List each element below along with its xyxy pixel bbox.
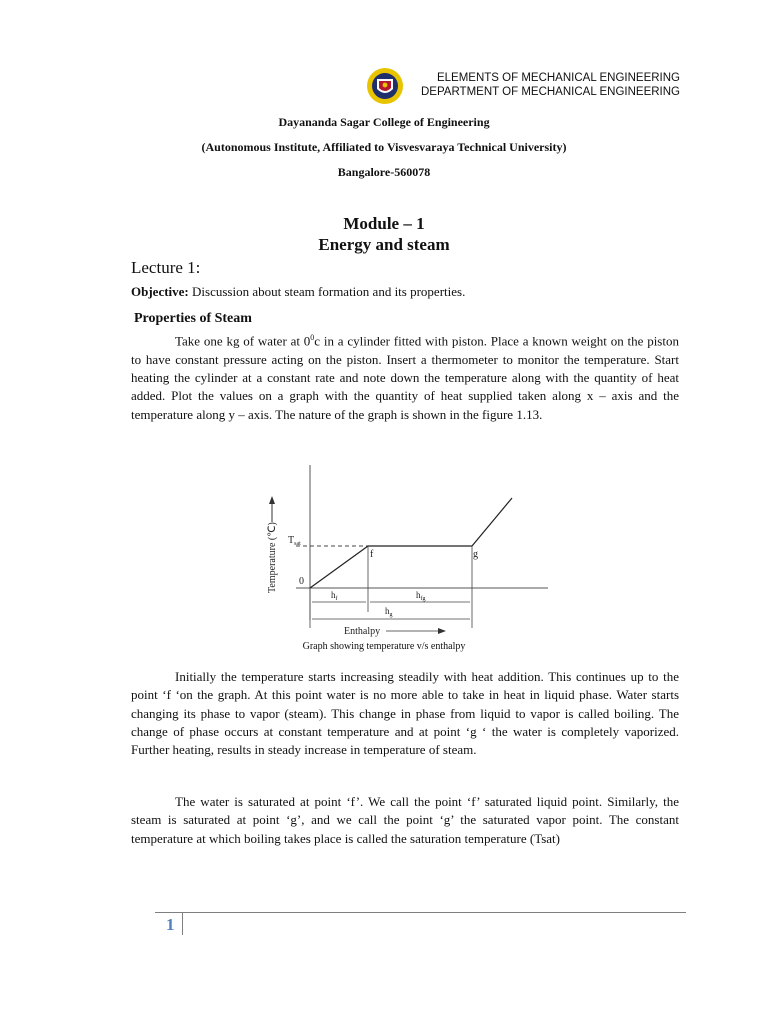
institution-affiliation: (Autonomous Institute, Affiliated to Visvesvaraya Technical University) bbox=[201, 140, 567, 154]
header-department: DEPARTMENT OF MECHANICAL ENGINEERING bbox=[421, 86, 680, 98]
objective-label: Objective: bbox=[131, 284, 189, 299]
footer-rule bbox=[155, 912, 686, 913]
module-number: Module – 1 bbox=[343, 214, 425, 233]
header-course: ELEMENTS OF MECHANICAL ENGINEERING bbox=[436, 72, 680, 84]
institution-name: Dayananda Sagar College of Engineering bbox=[278, 115, 490, 129]
x-axis-label: Enthalpy bbox=[344, 626, 381, 637]
paragraph-boiling: Initially the temperature starts increasing steadily with heat addition. This continues up to the point ‘f ‘on the graph. At this point water is no more able to take in heat in liquid phase. Water starts changing its phase to vapor (steam). This change in phase from liquid to vapor is called boiling. The change of phase occurs at constant temperature and at point ‘g ‘ the water is completely vaporized. Further heating, results in steady increase in temperature of steam. bbox=[131, 669, 679, 758]
footer-divider bbox=[182, 913, 183, 935]
figure-caption: Graph showing temperature v/s enthalpy bbox=[302, 641, 466, 652]
objective bbox=[131, 284, 465, 300]
paragraph-intro: Take one kg of water at $0^0c$ in a cylinder fitted with piston. Place a known weight on the piston to have constant pressure acting on the piston. Insert a thermometer to monitor the temperature. Start heating the cylinder at a constant rate and note down the temperature along with the quantity of heat added. Plot the values on a graph with the quantity of heat supplied taken along x – axis and the temperature along y – axis. The nature of the graph is shown in the figure 1.13. bbox=[131, 333, 679, 422]
page-number: 1 bbox=[166, 915, 175, 934]
tsat-label: $T_{sat}$ bbox=[288, 535, 301, 547]
hfg-label: $h_{fg}$ bbox=[416, 590, 426, 602]
x-arrow-icon bbox=[438, 628, 446, 634]
module-title: Energy and steam bbox=[318, 235, 450, 254]
institution-city: Bangalore-560078 bbox=[337, 165, 431, 179]
hg-label: $h_g$ bbox=[385, 606, 393, 618]
objective-text: Discussion about steam formation and its properties. bbox=[188, 284, 466, 299]
section-title: Properties of Steam bbox=[134, 311, 252, 326]
temperature-enthalpy-graph bbox=[258, 460, 548, 638]
point-f: f bbox=[370, 549, 374, 560]
hf-label: $h_f$ bbox=[331, 590, 338, 602]
zero-label: 0 bbox=[299, 576, 304, 587]
running-header bbox=[380, 71, 680, 99]
paragraph-saturation: The water is saturated at point ‘f’. We call the point ‘f’ saturated liquid point. Similarly, the steam is saturated at point ‘g’, and we call the point ‘g’ the saturated vapor point. The constant temperature at which boiling takes place is called the saturation temperature (Tsat) bbox=[131, 794, 679, 846]
y-axis-label: Temperature (℃) bbox=[267, 522, 278, 593]
lecture-heading: Lecture 1: bbox=[131, 258, 201, 277]
y-arrow-icon bbox=[269, 496, 275, 504]
heating-curve bbox=[310, 498, 512, 588]
point-g: g bbox=[473, 549, 478, 560]
